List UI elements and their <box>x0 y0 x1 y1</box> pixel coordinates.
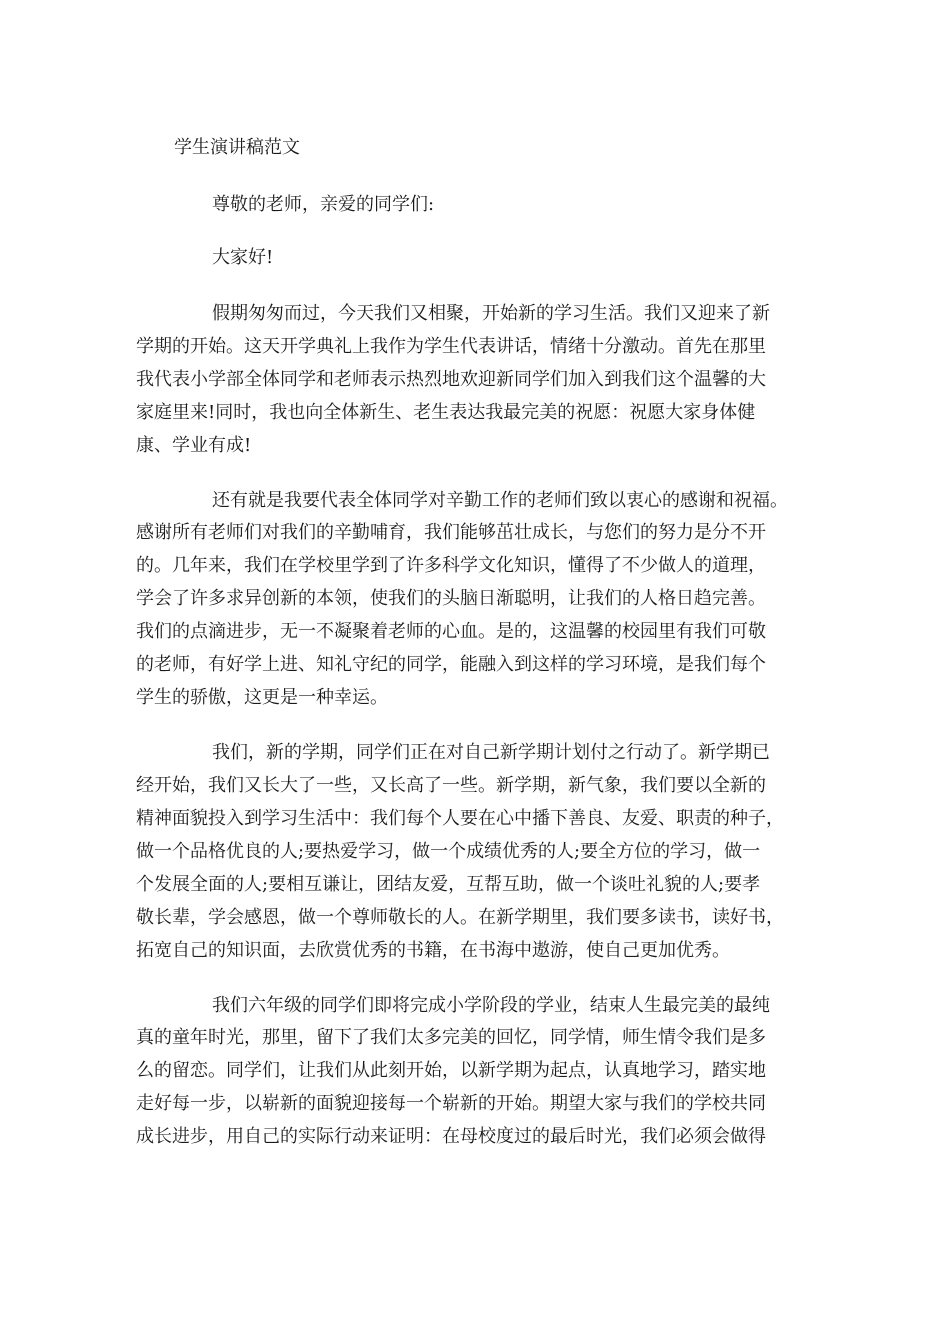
paragraph-2-line-6: 的老师，有好学上进、知礼守纪的同学，能融入到这样的学习环境，是我们每个 <box>136 654 766 675</box>
paragraph-2-line-3: 的。几年来，我们在学校里学到了许多科学文化知识，懂得了不少做人的道理， <box>136 555 766 576</box>
paragraph-4-line-1: 我们六年级的同学们即将完成小学阶段的学业，结束人生最完美的最纯 <box>212 995 770 1016</box>
paragraph-1-line-1: 假期匆匆而过，今天我们又相聚，开始新的学习生活。我们又迎来了新 <box>212 303 770 324</box>
paragraph-1-line-2: 学期的开始。这天开学典礼上我作为学生代表讲话，情绪十分激动。首先在那里 <box>136 336 766 357</box>
greeting: 大家好! <box>212 247 274 268</box>
document-title: 学生演讲稿范文 <box>174 137 300 158</box>
paragraph-1-line-3: 我代表小学部全体同学和老师表示热烈地欢迎新同学们加入到我们这个温馨的大 <box>136 369 766 390</box>
paragraph-3-line-1: 我们，新的学期，同学们正在对自己新学期计划付之行动了。新学期已 <box>212 742 770 763</box>
paragraph-4-line-2: 真的童年时光，那里，留下了我们太多完美的回忆，同学情，师生情令我们是多 <box>136 1027 766 1048</box>
paragraph-3-line-7: 拓宽自己的知识面，去欣赏优秀的书籍，在书海中遨游，使自己更加优秀。 <box>136 940 730 961</box>
paragraph-3-line-5: 个发展全面的人;要相互谦让，团结友爱，互帮互助，做一个谈吐礼貌的人;要孝 <box>136 874 761 895</box>
paragraph-3-line-3: 精神面貌投入到学习生活中：我们每个人要在心中播下善良、友爱、职责的种子， <box>136 808 784 829</box>
paragraph-2-line-2: 感谢所有老师们对我们的辛勤哺育，我们能够茁壮成长，与您们的努力是分不开 <box>136 522 766 543</box>
paragraph-2-line-5: 我们的点滴进步，无一不凝聚着老师的心血。是的，这温馨的校园里有我们可敬 <box>136 621 766 642</box>
paragraph-4-line-5: 成长进步，用自己的实际行动来证明：在母校度过的最后时光，我们必须会做得 <box>136 1126 766 1147</box>
paragraph-3-line-4: 做一个品格优良的人;要热爱学习，做一个成绩优秀的人;要全方位的学习，做一 <box>136 841 761 862</box>
paragraph-4-line-3: 么的留恋。同学们，让我们从此刻开始，以新学期为起点，认真地学习，踏实地 <box>136 1060 766 1081</box>
salutation: 尊敬的老师，亲爱的同学们: <box>212 194 435 215</box>
paragraph-2-line-1: 还有就是我要代表全体同学对辛勤工作的老师们致以衷心的感谢和祝福。 <box>212 490 788 511</box>
paragraph-4-line-4: 走好每一步，以崭新的面貌迎接每一个崭新的开始。期望大家与我们的学校共同 <box>136 1093 766 1114</box>
paragraph-2-line-4: 学会了许多求异创新的本领，使我们的头脑日渐聪明，让我们的人格日趋完善。 <box>136 588 766 609</box>
paragraph-3-line-2: 经开始，我们又长大了一些，又长高了一些。新学期，新气象，我们要以全新的 <box>136 775 766 796</box>
paragraph-3-line-6: 敬长辈，学会感恩，做一个尊师敬长的人。在新学期里，我们要多读书，读好书， <box>136 907 784 928</box>
paragraph-1-line-5: 康、学业有成! <box>136 435 252 456</box>
paragraph-2-line-7: 学生的骄傲，这更是一种幸运。 <box>136 687 388 708</box>
paragraph-1-line-4: 家庭里来!同时，我也向全体新生、老生表达我最完美的祝愿：祝愿大家身体健 <box>136 402 756 423</box>
